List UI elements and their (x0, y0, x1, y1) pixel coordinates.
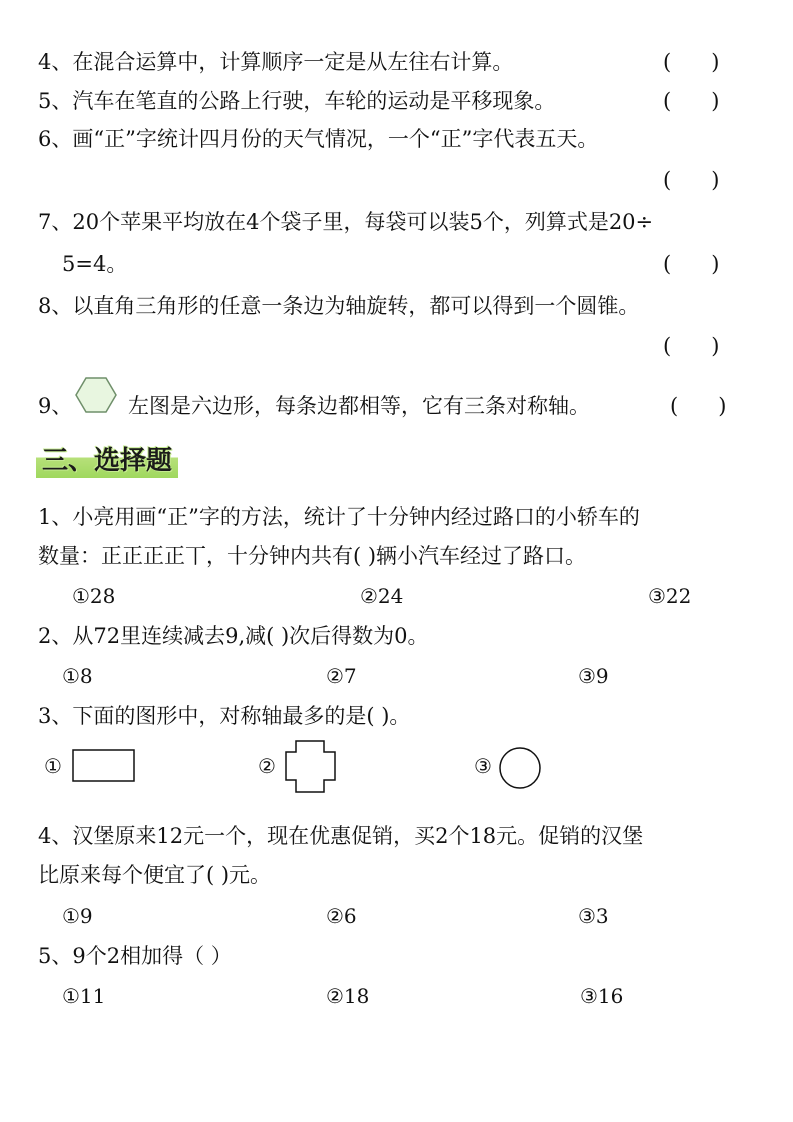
option-2[interactable]: ②18 (326, 984, 370, 1008)
item-number: 7、 (38, 210, 73, 234)
answer-bracket[interactable]: ( ) (663, 168, 720, 192)
item-number: 5、 (38, 89, 73, 113)
choice-item-1: 1、小亮用画“正”字的方法，统计了十分钟内经过路口的小轿车的 (38, 505, 640, 529)
cross-figure (284, 740, 338, 794)
judge-item-9 (38, 392, 72, 420)
answer-bracket[interactable]: ( ) (663, 334, 720, 358)
option-3[interactable]: ③22 (648, 584, 692, 608)
answer-bracket[interactable]: ( ) (663, 50, 720, 74)
item-number: 8、 (38, 294, 73, 318)
item-text: 20个苹果平均放在4个袋子里，每袋可以装5个，列算式是20÷ (72, 210, 654, 234)
option-3[interactable]: ③3 (578, 904, 609, 928)
item-number: 9、 (38, 394, 73, 418)
option-3[interactable]: ③ (474, 754, 492, 778)
judge-item-5 (38, 87, 555, 115)
item-text: 以直角三角形的任意一条边为轴旋转，都可以得到一个圆锥。 (72, 294, 640, 318)
choice-item-2: 2、从72里连续减去9,减( )次后得数为0。 (38, 624, 429, 648)
option-1[interactable]: ①8 (62, 664, 93, 688)
item-number: 6、 (38, 127, 73, 151)
section-title: 三、选择题 (36, 444, 178, 478)
option-2[interactable]: ②7 (326, 664, 357, 688)
answer-bracket[interactable]: ( ) (663, 252, 720, 276)
judge-item-4 (38, 48, 513, 76)
item-text: 汽车在笔直的公路上行驶，车轮的运动是平移现象。 (72, 89, 556, 113)
option-2[interactable]: ②6 (326, 904, 357, 928)
judge-item-8 (38, 292, 639, 320)
choice-item-4-continued: 比原来每个便宜了( )元。 (38, 863, 272, 887)
option-3[interactable]: ③9 (578, 664, 609, 688)
item-text: 画“正”字统计四月份的天气情况，一个“正”字代表五天。 (72, 127, 599, 151)
item-number: 4、 (38, 50, 73, 74)
option-1[interactable]: ①28 (72, 584, 116, 608)
judge-item-6 (38, 125, 598, 153)
judge-item-7-continued: 5=4。 (62, 252, 128, 276)
option-3[interactable]: ③16 (580, 984, 624, 1008)
option-1[interactable]: ①9 (62, 904, 93, 928)
circle-figure (498, 746, 542, 790)
option-1[interactable]: ① (44, 754, 62, 778)
choice-item-4: 4、汉堡原来12元一个，现在优惠促销，买2个18元。促销的汉堡 (38, 824, 644, 848)
item-text: 在混合运算中，计算顺序一定是从左往右计算。 (72, 50, 514, 74)
hexagon-figure (74, 376, 118, 414)
answer-bracket[interactable]: ( ) (670, 394, 727, 418)
choice-item-5: 5、9个2相加得（ ） (38, 944, 232, 968)
option-2[interactable]: ②24 (360, 584, 404, 608)
rectangle-figure (72, 749, 136, 783)
judge-item-7 (38, 208, 653, 236)
choice-item-3: 3、下面的图形中，对称轴最多的是( )。 (38, 704, 411, 728)
option-2[interactable]: ② (258, 754, 276, 778)
choice-item-1-continued: 数量：正正正正丅，十分钟内共有( )辆小汽车经过了路口。 (38, 544, 587, 568)
option-1[interactable]: ①11 (62, 984, 106, 1008)
item-text: 左图是六边形，每条边都相等，它有三条对称轴。 (128, 394, 590, 418)
answer-bracket[interactable]: ( ) (663, 89, 720, 113)
